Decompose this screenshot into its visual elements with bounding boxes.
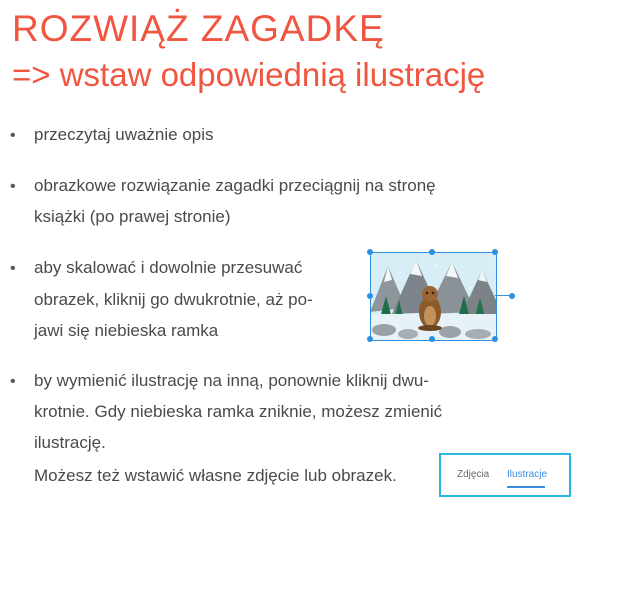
- instruction-line: krotnie. Gdy niebieska ramka zniknie, możesz zmienić: [34, 402, 443, 421]
- resize-handle[interactable]: [429, 336, 435, 342]
- rotate-handle[interactable]: [509, 293, 515, 299]
- bullet-marker: •: [10, 178, 16, 195]
- resize-handle[interactable]: [429, 249, 435, 255]
- example-illustration[interactable]: [363, 248, 518, 348]
- instruction-line: jawi się niebieska ramka: [34, 321, 219, 340]
- bullet-marker: •: [10, 127, 16, 144]
- instruction-line: książki (po prawej stronie): [34, 207, 231, 226]
- instruction-line: obrazek, kliknij go dwukrotnie, aż po-: [34, 290, 313, 309]
- resize-handle[interactable]: [492, 249, 498, 255]
- active-tab-underline: [507, 486, 545, 488]
- instruction-line: by wymienić ilustrację na inną, ponownie kliknij dwu-: [34, 371, 429, 390]
- selection-frame[interactable]: [370, 252, 497, 341]
- resize-handle[interactable]: [367, 336, 373, 342]
- image-source-tabs: [439, 453, 571, 497]
- page-subtitle: => wstaw odpowiednią ilustrację: [12, 56, 486, 93]
- bullet-marker: •: [10, 373, 16, 390]
- instruction-line: ilustrację.: [34, 433, 106, 452]
- instruction-line: Możesz też wstawić własne zdjęcie lub obrazek.: [34, 466, 397, 485]
- tab-photos[interactable]: Zdjęcia: [457, 469, 490, 480]
- resize-handle[interactable]: [367, 249, 373, 255]
- instruction-line: aby skalować i dowolnie przesuwać: [34, 258, 303, 277]
- page-title: ROZWIĄŻ ZAGADKĘ: [12, 8, 385, 49]
- tab-illustrations[interactable]: Ilustracje: [507, 469, 548, 480]
- resize-handle[interactable]: [367, 293, 373, 299]
- instruction-line: przeczytaj uważnie opis: [34, 125, 214, 144]
- instruction-line: obrazkowe rozwiązanie zagadki przeciągnij na stronę: [34, 176, 436, 195]
- bullet-marker: •: [10, 260, 16, 277]
- resize-handle[interactable]: [492, 336, 498, 342]
